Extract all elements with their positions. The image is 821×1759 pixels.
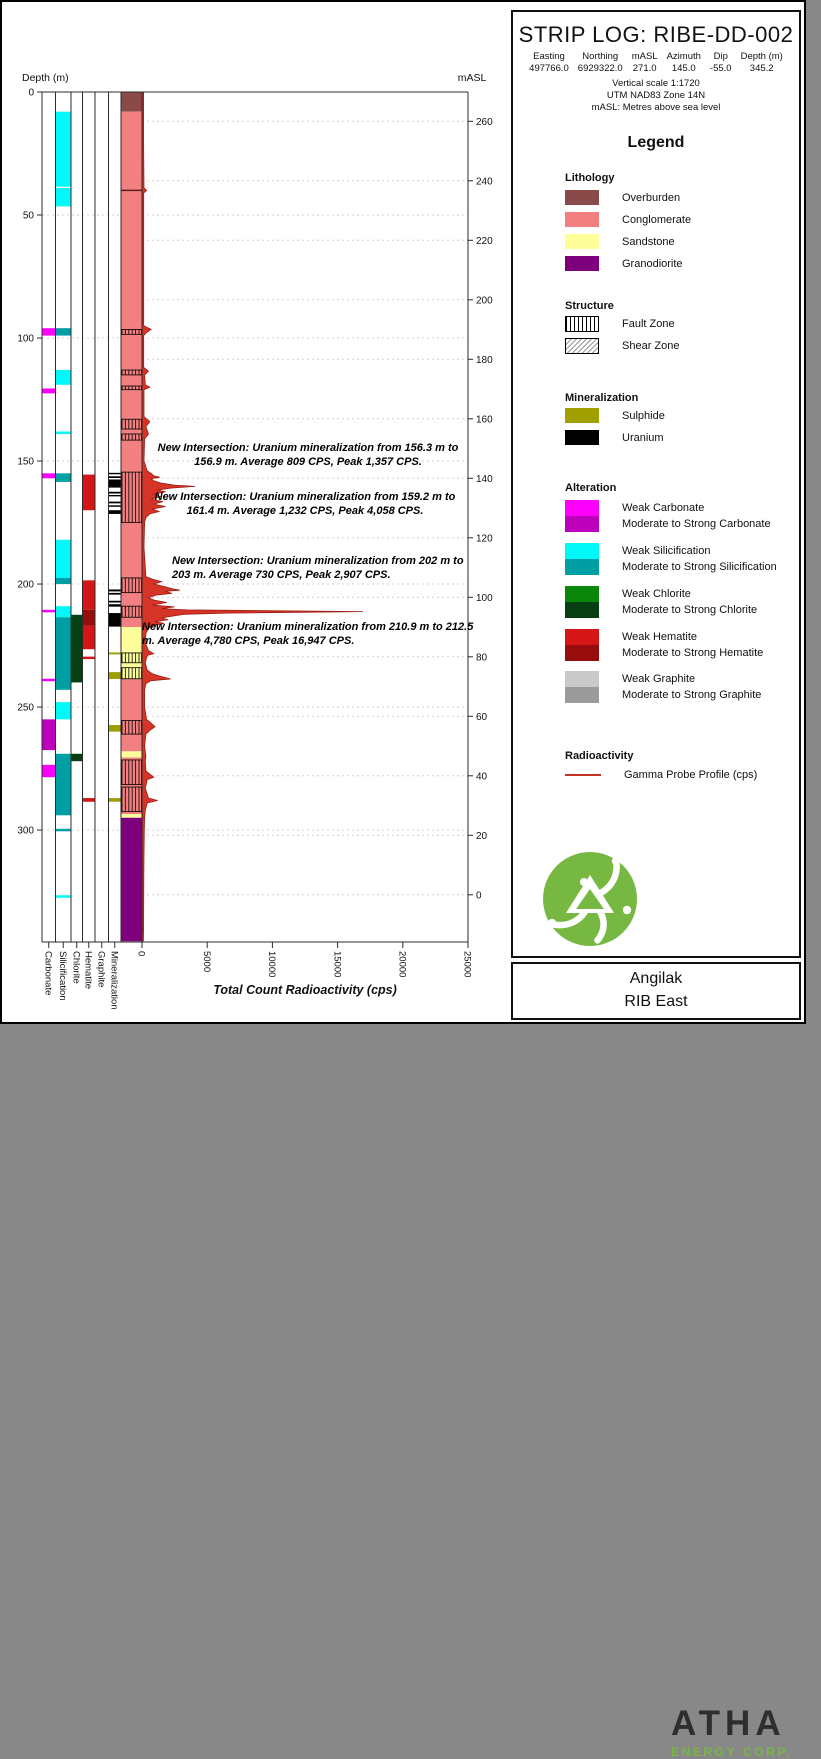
svg-text:Total Count Radioactivity (cps: Total Count Radioactivity (cps) <box>213 983 397 997</box>
alteration-labels <box>622 671 761 703</box>
svg-text:Carbonate: Carbonate <box>42 951 54 996</box>
svg-text:Mineralization: Mineralization <box>108 951 120 1010</box>
param-northing <box>578 51 623 75</box>
alteration-weak-label: Weak Carbonate <box>622 502 705 514</box>
alteration-swatch-strong <box>565 516 599 532</box>
svg-text:0: 0 <box>135 951 147 957</box>
param-label: Easting <box>533 51 565 62</box>
svg-text:15000: 15000 <box>331 951 343 978</box>
lithology-label: Overburden <box>622 191 681 204</box>
hole-params <box>513 51 799 75</box>
intersection-annotation-3: New Intersection: Uranium mineralization from 202 m to 203 m. Average 730 CPS, Peak 2,907 CPS. <box>172 555 464 582</box>
alteration-weak-label: Weak Silicification <box>622 545 711 557</box>
legend-title: Legend <box>627 134 685 151</box>
alteration-strong-label: Moderate to Strong Hematite <box>622 647 764 659</box>
svg-text:200: 200 <box>17 579 34 591</box>
alteration-swatch-weak <box>565 500 599 516</box>
structure-swatch <box>565 338 599 354</box>
svg-text:220: 220 <box>476 235 493 247</box>
logo-wordmark: ATHA <box>671 1704 786 1743</box>
alteration-swatch-strong <box>565 559 599 575</box>
strip-log-plot <box>2 2 513 1026</box>
structure-label: Shear Zone <box>622 340 680 352</box>
lithology-swatch <box>565 190 599 205</box>
svg-text:60: 60 <box>476 711 488 723</box>
svg-text:200: 200 <box>476 295 493 307</box>
svg-text:80: 80 <box>476 652 488 664</box>
param-value: 497766.0 <box>529 62 569 74</box>
param-depthm <box>741 51 783 75</box>
alteration-labels <box>622 586 757 618</box>
alteration-swatch <box>565 629 599 661</box>
note-line-1: Vertical scale 1:1720 <box>612 78 700 89</box>
mineralization-item <box>565 430 664 445</box>
svg-text:40: 40 <box>476 771 488 783</box>
param-masl <box>632 51 658 75</box>
lithology-item <box>565 190 680 205</box>
scale-notes <box>513 78 799 114</box>
svg-text:Silicification: Silicification <box>56 951 68 1001</box>
svg-text:100: 100 <box>17 333 34 345</box>
svg-text:50: 50 <box>22 210 34 222</box>
alteration-labels <box>622 543 777 575</box>
alteration-swatch <box>565 500 599 532</box>
param-value: -55.0 <box>709 62 732 74</box>
param-label: Depth (m) <box>740 51 783 62</box>
param-value: 271.0 <box>632 62 657 74</box>
svg-text:Depth (m): Depth (m) <box>22 72 69 84</box>
mineralization-label: Sulphide <box>622 409 665 422</box>
mineralization-swatch <box>565 408 599 423</box>
alteration-pair <box>565 671 761 703</box>
svg-text:180: 180 <box>476 354 493 366</box>
radioactivity-item <box>565 769 757 781</box>
alteration-weak-label: Weak Chlorite <box>622 588 691 600</box>
alteration-strong-label: Moderate to Strong Graphite <box>622 689 762 701</box>
radioactivity-label: Gamma Probe Profile (cps) <box>624 769 758 781</box>
param-value: 6929322.0 <box>577 62 623 74</box>
note-line-2: UTM NAD83 Zone 14N <box>606 89 706 101</box>
svg-text:240: 240 <box>476 176 493 188</box>
alteration-strong-label: Moderate to Strong Chlorite <box>622 604 758 616</box>
note-line-3: mASL: Metres above sea level <box>591 101 721 113</box>
lithology-item <box>565 256 683 271</box>
alteration-labels <box>622 500 771 532</box>
svg-text:250: 250 <box>17 702 34 714</box>
alteration-labels <box>622 629 763 661</box>
alteration-swatch-strong <box>565 602 599 618</box>
mineralization-heading: Mineralization <box>565 392 639 404</box>
param-value: 345.2 <box>749 62 774 74</box>
project-box <box>511 962 801 1020</box>
svg-text:160: 160 <box>476 414 493 426</box>
structure-item <box>565 338 679 354</box>
param-label: Dip <box>713 51 728 62</box>
lithology-swatch <box>565 212 599 227</box>
lithology-label: Conglomerate <box>622 213 692 226</box>
radioactivity-swatch <box>565 774 601 776</box>
lithology-swatch <box>565 234 599 249</box>
svg-text:0: 0 <box>476 890 482 902</box>
strip-log-svg <box>2 2 513 1026</box>
project-area: RIB East <box>624 993 688 1010</box>
svg-text:300: 300 <box>17 825 34 837</box>
param-label: mASL <box>631 51 658 62</box>
structure-label: Fault Zone <box>622 318 675 330</box>
svg-text:100: 100 <box>476 592 493 604</box>
logo-subtext: ENERGY CORP. <box>671 1745 793 1759</box>
alteration-weak-label: Weak Graphite <box>622 673 696 685</box>
svg-text:Graphite: Graphite <box>95 951 107 988</box>
svg-text:10000: 10000 <box>266 951 278 978</box>
atha-logo-text <box>671 1706 821 1759</box>
svg-text:20000: 20000 <box>396 951 408 978</box>
svg-text:0: 0 <box>28 87 34 99</box>
param-azimuth <box>667 51 701 75</box>
svg-text:Chlorite: Chlorite <box>70 951 82 984</box>
svg-text:5000: 5000 <box>200 951 212 973</box>
alteration-swatch <box>565 543 599 575</box>
alteration-swatch-strong <box>565 687 599 703</box>
structure-heading: Structure <box>565 300 614 312</box>
lithology-swatch <box>565 256 599 271</box>
project-name: Angilak <box>629 970 683 987</box>
alteration-swatch-weak <box>565 629 599 645</box>
alteration-pair <box>565 586 757 618</box>
svg-text:260: 260 <box>476 116 493 128</box>
alteration-swatch-strong <box>565 645 599 661</box>
alteration-pair <box>565 500 771 532</box>
alteration-swatch-weak <box>565 671 599 687</box>
structure-swatch <box>565 316 599 332</box>
param-dip <box>710 51 732 75</box>
atha-logo-mark <box>539 848 641 950</box>
svg-text:mASL: mASL <box>457 72 487 84</box>
alteration-heading: Alteration <box>565 482 617 494</box>
alteration-swatch-weak <box>565 586 599 602</box>
mineralization-swatch <box>565 430 599 445</box>
intersection-annotation-1: New Intersection: Uranium mineralization from 156.3 m to 156.9 m. Average 809 CPS, Peak 1,357 CPS. <box>157 442 459 469</box>
lithology-item <box>565 234 675 249</box>
alteration-pair <box>565 629 763 661</box>
alteration-weak-label: Weak Hematite <box>622 631 697 643</box>
alteration-swatch <box>565 586 599 618</box>
intersection-annotation-4: New Intersection: Uranium mineralization from 210.9 m to 212.5 m. Average 4,780 CPS, Peak 16,947 CPS. <box>142 621 474 648</box>
svg-text:20: 20 <box>476 830 488 842</box>
param-easting <box>529 51 569 75</box>
intersection-annotation-2: New Intersection: Uranium mineralization from 159.2 m to 161.4 m. Average 1,232 CPS, Peak 4,058 CPS. <box>154 491 456 518</box>
alteration-strong-label: Moderate to Strong Silicification <box>622 561 777 573</box>
alteration-strong-label: Moderate to Strong Carbonate <box>622 518 771 530</box>
svg-text:120: 120 <box>476 533 493 545</box>
svg-text:Hematite: Hematite <box>82 951 94 990</box>
svg-text:140: 140 <box>476 473 493 485</box>
svg-text:25000: 25000 <box>461 951 473 978</box>
lithology-heading: Lithology <box>565 172 615 184</box>
svg-text:150: 150 <box>17 456 34 468</box>
param-label: Azimuth <box>666 51 701 62</box>
alteration-swatch <box>565 671 599 703</box>
mineralization-item <box>565 408 665 423</box>
alteration-swatch-weak <box>565 543 599 559</box>
param-label: Northing <box>582 51 619 62</box>
alteration-pair <box>565 543 777 575</box>
lithology-label: Sandstone <box>622 235 675 248</box>
radioactivity-heading: Radioactivity <box>565 750 634 762</box>
page-title: STRIP LOG: RIBE-DD-002 <box>518 22 794 47</box>
lithology-label: Granodiorite <box>622 257 683 270</box>
structure-item <box>565 316 675 332</box>
lithology-item <box>565 212 691 227</box>
param-value: 145.0 <box>671 62 696 74</box>
mineralization-label: Uranium <box>622 431 664 444</box>
